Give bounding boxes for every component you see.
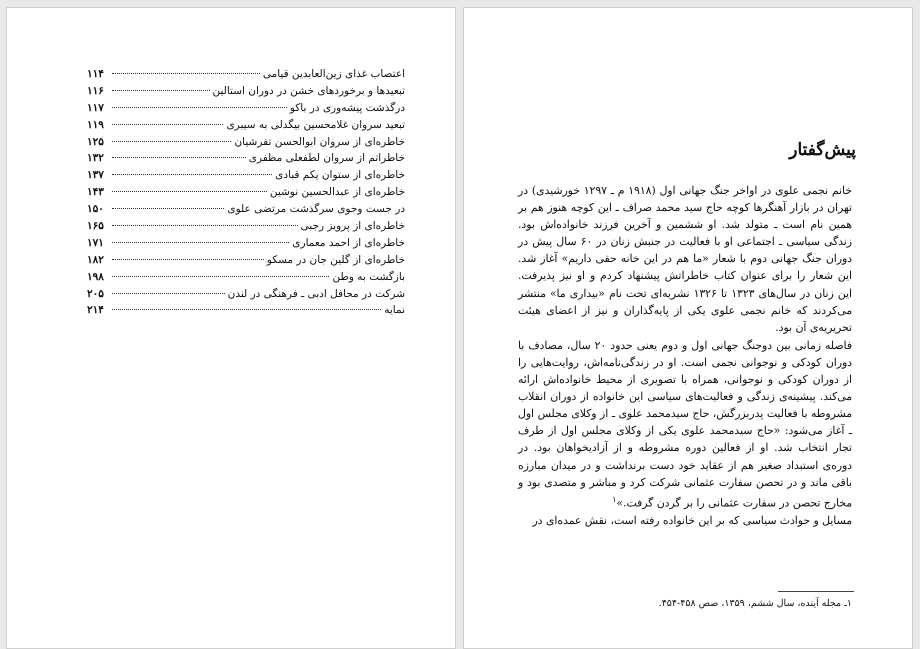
preface-heading: پیش‌گفتار bbox=[789, 140, 856, 160]
toc-entry-title: خاطره‌ای از احمد معماری bbox=[292, 236, 405, 249]
toc-entry bbox=[87, 169, 405, 186]
preface-paragraph: خانم نجمی علوی در اواخر جنگ جهانی اول (۱۹۱۸ م ـ ۱۲۹۷ خورشیدی) در تهران در بازار آهنگرها کوچه حاج سید محمد صراف ـ این کوچه هنوز هم بر همین نام است ـ متولد شد. او ششمین و آخرین فرزند خانواده‌اش بود. زندگی سیاسی ـ اجتماعی او با فعالیت در جنبش زنان در ۶۰ سال پیش در دوران جنگ جهانی دوم با شعار «ما هم در این خانه حقی داریم» آغاز شد. این شعار را برای عنوان کتاب خاطراتش پیشنهاد کردم و او نیز پذیرفت. این زنان در سال‌های ۱۳۲۳ تا ۱۳۲۶ نشریه‌ای تحت نام «بیداری ما» منتشر می‌کردند که خانم نجمی علوی یکی از پایه‌گذاران و نیز از اعضای هیئت تحریریه‌ی آن بود. bbox=[518, 184, 852, 334]
toc-entry-title: بازگشت به وطن bbox=[332, 270, 405, 283]
toc-entry-title: خاطره‌ای از عبدالحسین نوشین bbox=[269, 186, 405, 199]
toc-entry-title: خاطره‌ای از ستوان یکم قبادی bbox=[275, 169, 405, 182]
toc-entry-page: ۱۴۳ bbox=[87, 186, 104, 199]
toc-leader-dots bbox=[112, 225, 298, 226]
toc-leader-dots bbox=[112, 73, 260, 74]
toc-entry bbox=[87, 102, 405, 119]
toc-entry-page: ۱۳۷ bbox=[87, 169, 104, 182]
toc-leader-dots bbox=[112, 293, 225, 294]
toc-entry bbox=[87, 186, 405, 203]
right-page bbox=[463, 7, 913, 649]
toc-leader-dots bbox=[112, 191, 267, 192]
toc-entry bbox=[87, 288, 405, 305]
toc-leader-dots bbox=[112, 157, 246, 158]
toc-entry bbox=[87, 271, 405, 288]
toc-leader-dots bbox=[112, 124, 223, 125]
toc-entry bbox=[87, 254, 405, 271]
toc-entry-page: ۱۱۷ bbox=[87, 101, 104, 114]
footnote-divider bbox=[778, 591, 854, 592]
toc-entry-title: خاطراتم از سروان لطفعلی مظفری bbox=[248, 152, 405, 165]
toc-entry bbox=[87, 68, 405, 85]
toc-entry-page: ۲۰۵ bbox=[87, 287, 104, 300]
footnote: ۱ـ مجله آینده، سال ششم، ۱۳۵۹، صص ۴۵۸-۴۵۴. bbox=[658, 598, 852, 609]
toc-entry-page: ۱۹۸ bbox=[87, 270, 104, 283]
toc-entry bbox=[87, 220, 405, 237]
table-of-contents bbox=[87, 68, 405, 321]
toc-entry-page: ۱۷۱ bbox=[87, 236, 104, 249]
toc-entry-page: ۱۶۵ bbox=[87, 220, 104, 233]
toc-entry-title: شرکت در محافل ادبی ـ فرهنگی در لندن bbox=[227, 287, 405, 300]
toc-entry-page: ۱۱۹ bbox=[87, 118, 104, 131]
toc-leader-dots bbox=[112, 259, 264, 260]
paragraph-text: فاصله زمانی بین دوجنگ جهانی اول و دوم یعنی حدود ۲۰ سال، مصادف با دوران کودکی و نوجوانی نجمی است. او در زندگی‌نامه‌اش، روایت‌هایی را از دوران کودکی و نوجوانی، همراه با تصویری از محیط خانواده‌اش ارائه می‌کند. پیشینه‌ی زندگی و فعالیت‌های سیاسی این خانواده از دوران انقلاب مشروطه با فعالیت پدربزرگش، حاج سیدمحمد علوی ـ از وکلای مجلس اول ـ آغاز می‌شود: «حاج سیدمحمد علوی یکی از وکلای مجلس اول از طرف تجار انتخاب شد. او از فعالین دوره مشروطه و از آزادیخواهان بود. در دوره‌ی استبداد صغیر هم از عقاید خود دست برنداشت و در میدان مبارزه باقی ماند و در تحصن سفارت عثمانی شرکت کرد و مباشر و متصدی بود و مخارج تحصن در سفارت عثمانی را بر گردن گرفت.» bbox=[518, 338, 852, 510]
left-page bbox=[6, 7, 456, 649]
toc-entry-page: ۱۲۵ bbox=[87, 135, 104, 148]
toc-entry-page: ۲۱۴ bbox=[87, 304, 104, 317]
toc-entry-title: تبعید سروان غلامحسین بیگدلی به سیبری bbox=[226, 118, 405, 131]
toc-entry bbox=[87, 152, 405, 169]
toc-entry-title: درگذشت پیشه‌وری در باکو bbox=[289, 101, 405, 114]
toc-entry-title: خاطره‌ای از سروان ابوالحسن تفرشیان bbox=[234, 135, 405, 148]
toc-entry bbox=[87, 119, 405, 136]
toc-entry-page: ۱۱۴ bbox=[87, 68, 104, 80]
footnote-marker: ۱ bbox=[612, 494, 617, 504]
toc-entry bbox=[87, 237, 405, 254]
toc-entry-title: اعتصاب غذای زین‌العابدین قیامی bbox=[262, 68, 405, 80]
toc-entry bbox=[87, 85, 405, 102]
toc-leader-dots bbox=[112, 107, 287, 108]
toc-entry-title: در جست وجوی سرگذشت مرتضی علوی bbox=[227, 203, 405, 216]
toc-leader-dots bbox=[112, 208, 224, 209]
toc-leader-dots bbox=[112, 276, 329, 277]
toc-leader-dots bbox=[112, 309, 381, 310]
toc-entry-title: تبعیدها و برخوردهای خشن در دوران استالین bbox=[212, 84, 405, 97]
toc-leader-dots bbox=[112, 90, 210, 91]
preface-paragraph: مسایل و حوادث سیاسی که بر این خانواده رفته است، نقش عمده‌ای در bbox=[532, 514, 852, 528]
toc-entry-page: ۱۸۲ bbox=[87, 253, 104, 266]
toc-entry-page: ۱۵۰ bbox=[87, 203, 104, 216]
toc-entry-title: خاطره‌ای از گلین جان در مسکو bbox=[266, 253, 405, 266]
preface-paragraph bbox=[518, 337, 852, 512]
toc-entry-page: ۱۱۶ bbox=[87, 84, 104, 97]
toc-entry bbox=[87, 136, 405, 153]
preface-body bbox=[518, 182, 852, 529]
toc-leader-dots bbox=[112, 141, 231, 142]
toc-entry-page: ۱۳۲ bbox=[87, 152, 104, 165]
toc-leader-dots bbox=[112, 242, 289, 243]
toc-entry-title: نمایه bbox=[384, 304, 405, 317]
toc-entry bbox=[87, 304, 405, 321]
toc-entry bbox=[87, 203, 405, 220]
toc-entry-title: خاطره‌ای از پرویز رجبی bbox=[300, 220, 405, 233]
toc-leader-dots bbox=[112, 174, 272, 175]
